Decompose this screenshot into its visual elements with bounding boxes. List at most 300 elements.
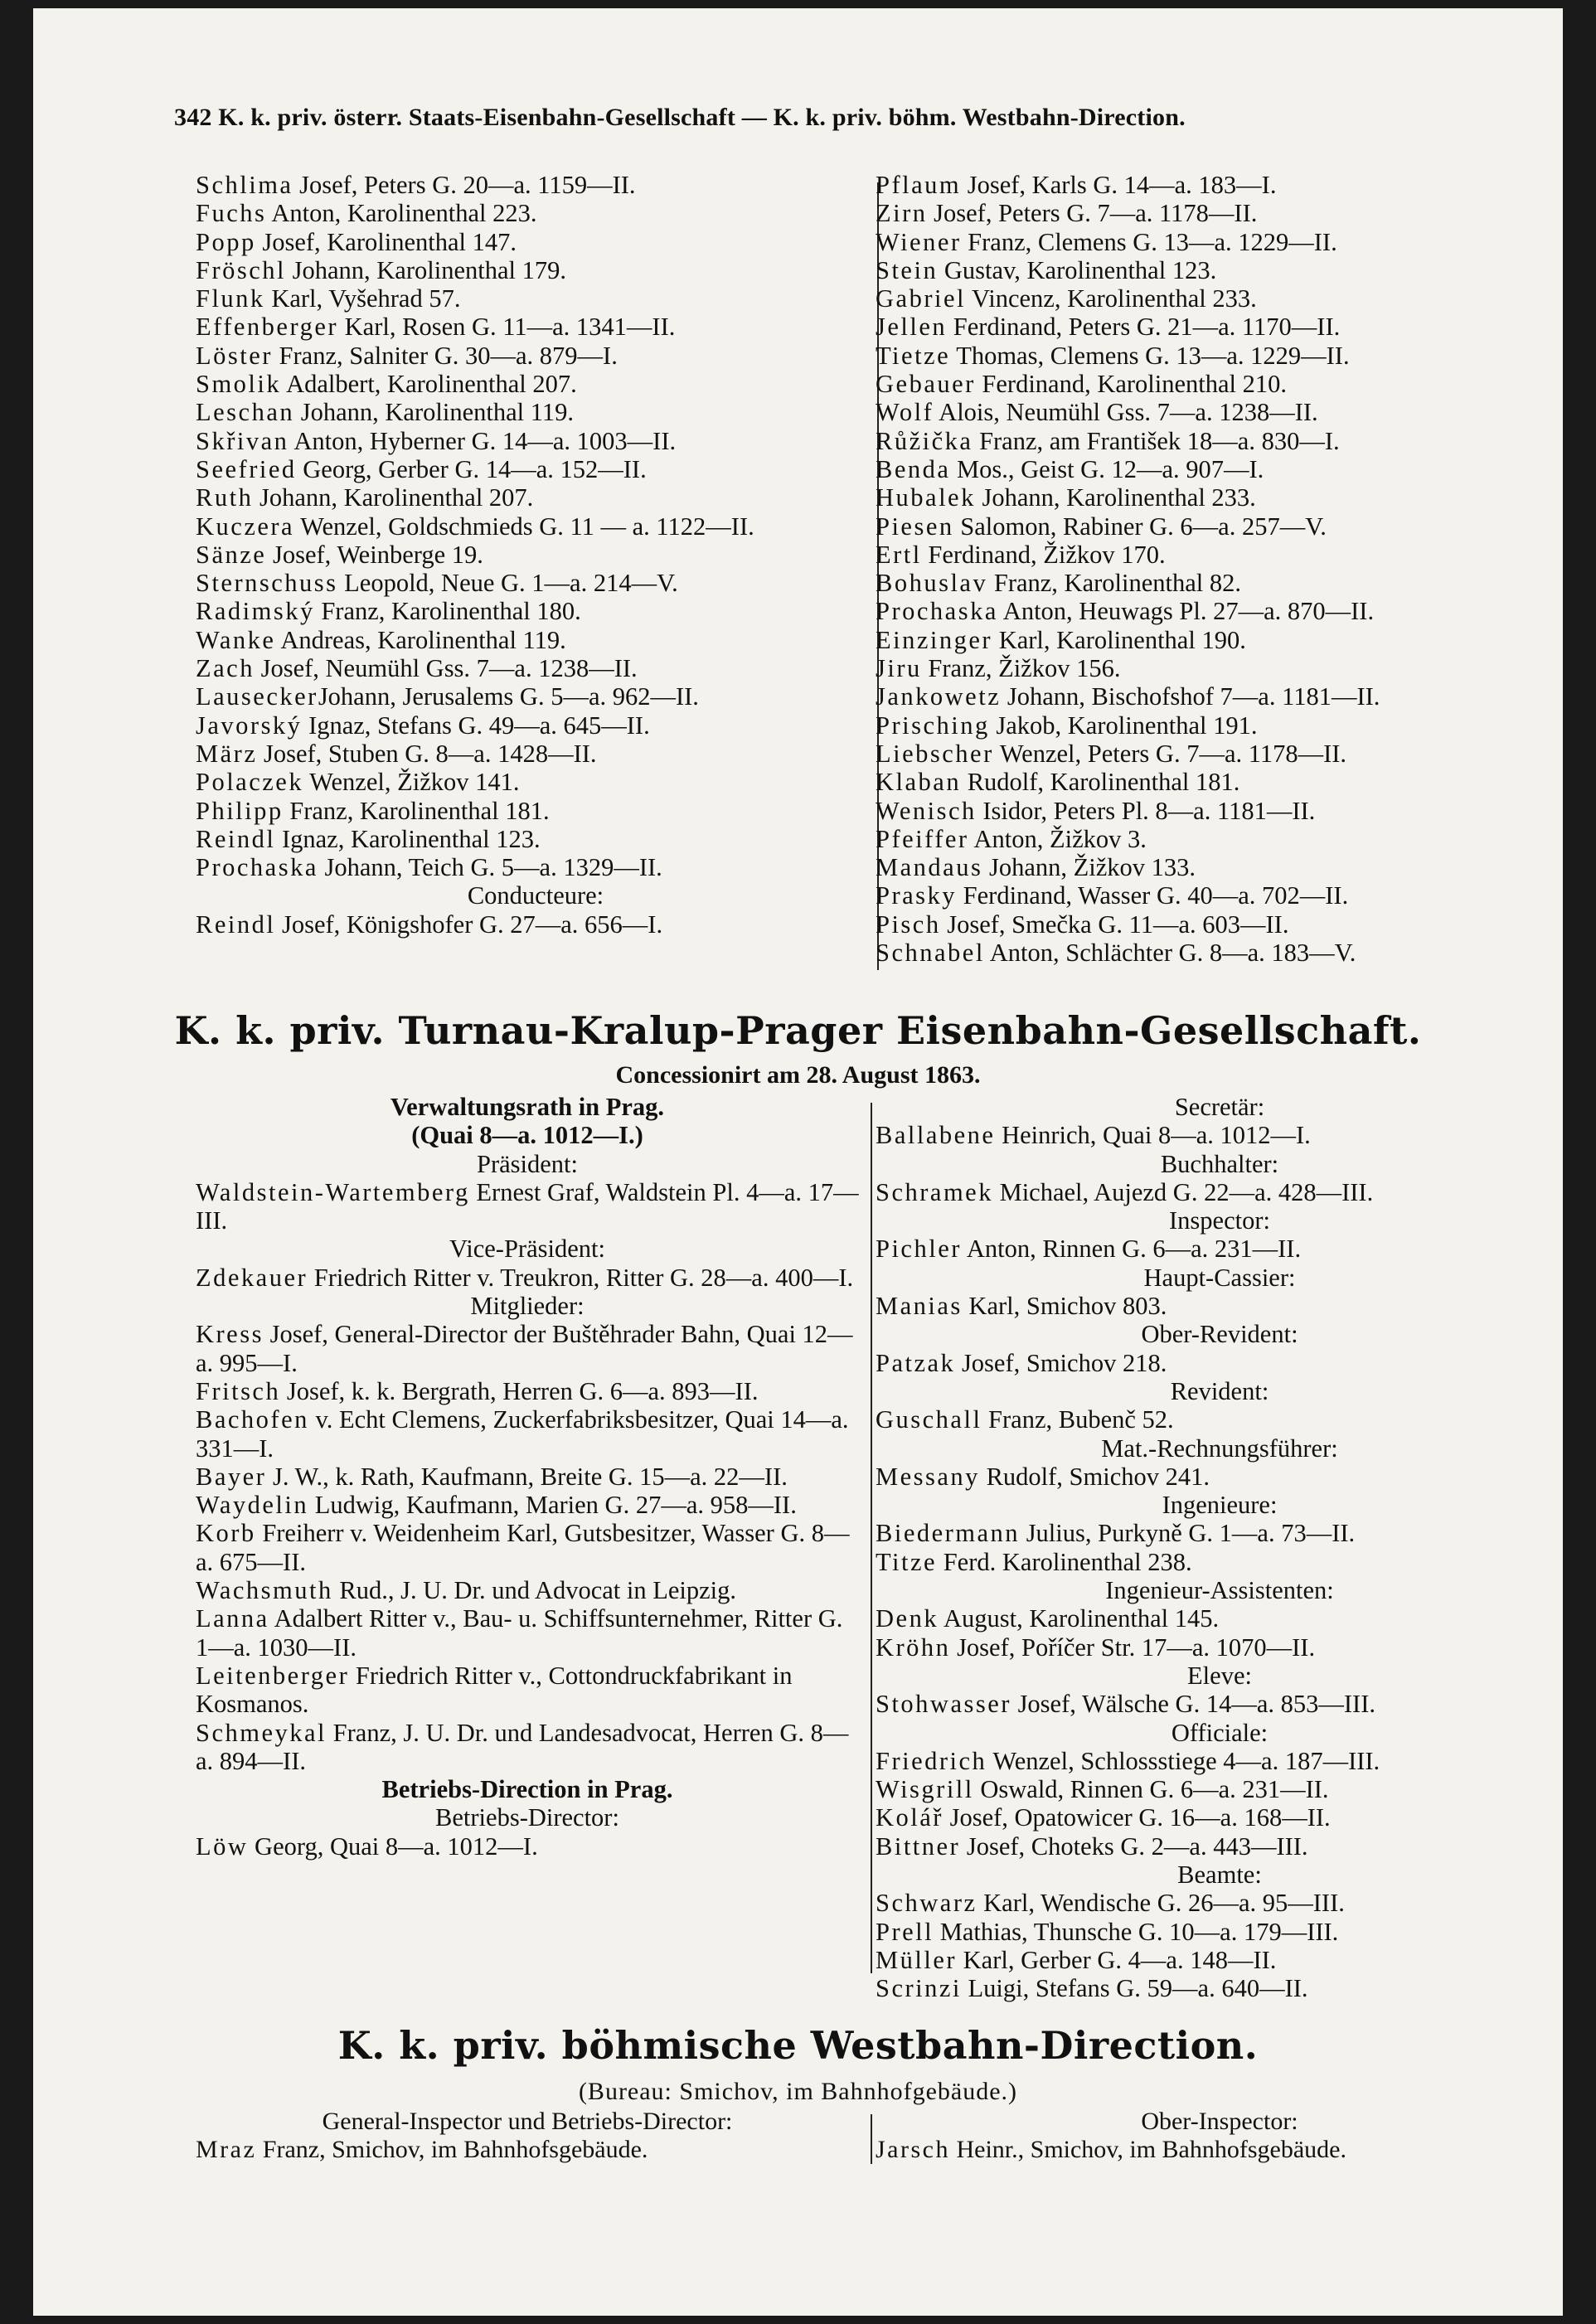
entry-details: Josef, Peters G. 7—a. 1178—II. xyxy=(927,199,1258,228)
entry-details: Mathias, Thunsche G. 10—a. 179—III. xyxy=(934,1917,1339,1946)
entry-details: Georg, Gerber G. 14—a. 152—II. xyxy=(296,454,647,483)
entry-name: Ruth xyxy=(196,483,254,512)
entry-details: Franz, Karolinenthal 180. xyxy=(314,597,581,626)
section-label: Ingenieure: xyxy=(1162,1491,1278,1520)
entry-details: Josef, Karls G. 14—a. 183—I. xyxy=(961,171,1277,199)
list-entry xyxy=(196,1178,859,1235)
page-header: 342 K. k. priv. österr. Staats-Eisenbahn-Gesellschaft — K. k. priv. böhm. Westbahn-Direction. xyxy=(174,104,1186,131)
entry-name: Lausecker xyxy=(196,682,318,711)
list-entry xyxy=(876,1604,1564,1633)
list-entry xyxy=(876,1519,1564,1547)
list-entry xyxy=(876,1747,1564,1775)
entry-details: Josef, Königshofer G. 27—a. 656—I. xyxy=(275,910,663,939)
document-page xyxy=(33,8,1563,2316)
list-entry xyxy=(196,455,876,483)
entry-details: Luigi, Stefans G. 59—a. 640—II. xyxy=(961,1974,1308,2003)
list-entry xyxy=(876,597,1564,625)
entry-name: Mraz xyxy=(196,2136,257,2163)
list-entry xyxy=(876,171,1564,199)
entry-details: Anton, Hyberner G. 14—a. 1003—II. xyxy=(289,426,677,455)
list-entry xyxy=(196,768,876,796)
list-entry xyxy=(876,1178,1564,1206)
list-entry xyxy=(876,1832,1564,1861)
entry-details: v. Echt Clemens, Zuckerfabriksbesitzer, Quai 14—a. 331—I. xyxy=(196,1405,849,1463)
section1-left-column xyxy=(196,171,876,939)
entry-details: Rudolf, Karolinenthal 181. xyxy=(961,768,1240,797)
section2-left-column xyxy=(196,1093,859,1861)
entry-details: Gustav, Karolinenthal 123. xyxy=(938,255,1217,284)
section-label: Ingenieur-Assistenten: xyxy=(1105,1576,1334,1605)
entry-details: Franz, Salniter G. 30—a. 879—I. xyxy=(272,341,618,370)
section-label: Buchhalter: xyxy=(1160,1149,1279,1178)
list-entry xyxy=(196,313,876,341)
entry-name: Wiener xyxy=(876,227,962,256)
entry-name: Wanke xyxy=(196,625,276,654)
entry-details: Georg, Quai 8—a. 1012—I. xyxy=(248,1832,538,1861)
list-entry xyxy=(196,1719,859,1776)
entry-name: Seefried xyxy=(196,454,297,483)
section-label: Beamte: xyxy=(1177,1861,1262,1890)
entry-details: Ernest Graf, Waldstein Pl. 4—a. 17—III. xyxy=(196,1177,859,1235)
list-entry xyxy=(876,1690,1564,1718)
entry-name: Zach xyxy=(196,654,255,683)
entry-name: Müller xyxy=(876,1945,958,1974)
list-entry xyxy=(196,654,876,682)
list-entry xyxy=(196,228,876,256)
entry-details: Heinr., Smichov, im Bahnhofsgebäude. xyxy=(949,2136,1346,2163)
entry-name: Prasky xyxy=(876,881,958,910)
list-entry xyxy=(196,910,876,939)
entry-details: Mos., Geist G. 12—a. 907—I. xyxy=(950,454,1264,483)
list-entry xyxy=(876,825,1564,853)
entry-details: Franz, J. U. Dr. und Landesadvocat, Herren G. 8—a. 894—II. xyxy=(196,1718,849,1775)
list-entry xyxy=(876,1405,1564,1434)
entry-details: Freiherr v. Weidenheim Karl, Gutsbesitzer, Wasser G. 8—a. 675—II. xyxy=(196,1519,850,1576)
entry-details: Karl, Smichov 803. xyxy=(962,1292,1167,1321)
list-entry xyxy=(876,1946,1564,1974)
list-entry xyxy=(196,427,876,455)
entry-name: Fröschl xyxy=(196,255,286,284)
entry-details: Franz, am František 18—a. 830—I. xyxy=(973,426,1340,455)
entry-details: Franz, Smichov, im Bahnhofsgebäude. xyxy=(256,2136,648,2163)
entry-name: Ballabene xyxy=(876,1121,996,1150)
entry-details: Josef, Stuben G. 8—a. 1428—II. xyxy=(257,739,597,768)
entry-details: Josef, Opatowicer G. 16—a. 168—II. xyxy=(943,1803,1331,1832)
list-entry xyxy=(196,284,876,313)
entry-details: Josef, Poříčer Str. 17—a. 1070—II. xyxy=(950,1633,1316,1662)
entry-name: Prisching xyxy=(876,711,990,740)
entry-details: Friedrich Ritter v., Cottondruckfabrikant in Kosmanos. xyxy=(196,1661,793,1719)
list-entry xyxy=(196,740,876,768)
list-entry xyxy=(196,853,876,881)
entry-details: Josef, k. k. Bergrath, Herren G. 6—a. 893—II. xyxy=(280,1376,759,1405)
list-entry xyxy=(876,740,1564,768)
entry-name: Friedrich xyxy=(876,1746,987,1775)
list-entry xyxy=(196,483,876,512)
entry-details: Johann, Bischofshof 7—a. 1181—II. xyxy=(1001,682,1380,711)
entry-details: Leopold, Neue G. 1—a. 214—V. xyxy=(337,569,678,598)
section-label: Betriebs-Director: xyxy=(435,1803,619,1832)
entry-name: Einzinger xyxy=(876,625,993,654)
entry-name: Pflaum xyxy=(876,171,962,199)
list-entry xyxy=(196,1377,859,1405)
entry-name: Jankowetz xyxy=(876,682,1002,711)
entry-name: Wolf xyxy=(876,398,934,427)
entry-name: Denk xyxy=(876,1604,939,1633)
entry-name: Polaczek xyxy=(196,768,304,797)
list-entry xyxy=(876,1121,1564,1149)
entry-details: Jakob, Karolinenthal 191. xyxy=(989,711,1258,740)
entry-details: Wenzel, Schlossstiege 4—a. 187—III. xyxy=(987,1746,1380,1775)
list-entry xyxy=(196,1604,859,1662)
entry-name: Radimský xyxy=(196,597,315,626)
entry-details: Franz, Clemens G. 13—a. 1229—II. xyxy=(961,227,1337,256)
entry-details: Ferd. Karolinenthal 238. xyxy=(937,1547,1192,1576)
list-entry xyxy=(876,910,1564,939)
list-entry xyxy=(876,199,1564,227)
entry-details: Isidor, Peters Pl. 8—a. 1181—II. xyxy=(976,796,1316,825)
entry-details: Ferdinand, Peters G. 21—a. 1170—II. xyxy=(947,313,1341,342)
list-entry xyxy=(196,1576,859,1604)
column-divider xyxy=(871,2114,872,2164)
list-entry xyxy=(876,1235,1564,1263)
list-entry xyxy=(196,1491,859,1519)
list-entry xyxy=(196,626,876,654)
entry-name: Piesen xyxy=(876,512,954,541)
list-entry xyxy=(196,1519,859,1576)
entry-name: Pfeiffer xyxy=(876,824,969,853)
entry-details: Franz, Karolinenthal 82. xyxy=(987,569,1241,598)
entry-details: Johann, Karolinenthal 207. xyxy=(253,483,534,512)
list-entry xyxy=(196,512,876,541)
list-entry xyxy=(876,1548,1564,1576)
entry-details: Johann, Teich G. 5—a. 1329—II. xyxy=(318,853,662,882)
section3-right-label: Ober-Inspector: xyxy=(1141,2108,1298,2135)
section-label: (Quai 8—a. 1012—I.) xyxy=(411,1121,643,1150)
list-entry xyxy=(876,427,1564,455)
list-entry xyxy=(876,711,1564,740)
section-label: Betriebs-Direction in Prag. xyxy=(381,1775,673,1804)
entry-details: Adalbert, Karolinenthal 207. xyxy=(281,370,577,399)
section-label: Ober-Revident: xyxy=(1141,1320,1298,1349)
entry-name: Waydelin xyxy=(196,1491,309,1520)
list-entry xyxy=(876,313,1564,341)
list-entry xyxy=(876,1775,1564,1803)
entry-details: Alois, Neumühl Gss. 7—a. 1238—II. xyxy=(934,398,1318,427)
entry-name: Jellen xyxy=(876,313,948,342)
entry-name: Skřivan xyxy=(196,426,289,455)
section-label: Präsident: xyxy=(477,1149,578,1178)
list-entry xyxy=(876,483,1564,512)
entry-details: Josef, Peters G. 20—a. 1159—II. xyxy=(293,171,636,199)
entry-details: Anton, Žižkov 3. xyxy=(968,824,1147,853)
entry-name: Prochaska xyxy=(196,853,318,882)
entry-name: Gabriel xyxy=(876,284,966,313)
list-entry xyxy=(876,541,1564,569)
list-entry xyxy=(876,455,1564,483)
entry-details: Adalbert Ritter v., Bau- u. Schiffsunternehmer, Ritter G. 1—a. 1030—II. xyxy=(196,1604,843,1662)
list-entry xyxy=(196,1320,859,1377)
list-entry xyxy=(876,881,1564,910)
entry-name: Hubalek xyxy=(876,483,976,512)
entry-details: Ferdinand, Wasser G. 40—a. 702—II. xyxy=(957,881,1349,910)
entry-details: Wenzel, Goldschmieds G. 11 — a. 1122—II. xyxy=(294,512,754,541)
entry-name: Messany xyxy=(876,1462,980,1491)
entry-details: Wenzel, Žižkov 141. xyxy=(303,768,520,797)
entry-name: Růžička xyxy=(876,426,973,455)
entry-name: Guschall xyxy=(876,1405,982,1434)
entry-details: Karl, Vyšehrad 57. xyxy=(264,284,461,313)
entry-details: Friedrich Ritter v. Treukron, Ritter G. 28—a. 400—I. xyxy=(308,1263,854,1292)
entry-details: Anton, Schlächter G. 8—a. 183—V. xyxy=(984,939,1356,968)
entry-name: Schramek xyxy=(876,1177,993,1206)
section-label: Officiale: xyxy=(1171,1718,1269,1747)
entry-name: Smolik xyxy=(196,370,282,399)
entry-details: Johann, Žižkov 133. xyxy=(982,853,1196,882)
entry-name: Bachofen xyxy=(196,1405,309,1434)
entry-details: Josef, Karolinenthal 147. xyxy=(255,227,517,256)
section-label: Revident: xyxy=(1170,1376,1269,1405)
entry-name: Schlima xyxy=(196,171,293,199)
entry-name: Patzak xyxy=(876,1348,956,1377)
entry-details: Johann, Karolinenthal 233. xyxy=(975,483,1256,512)
entry-name: Jiru xyxy=(876,654,922,683)
entry-details: Michael, Aujezd G. 22—a. 428—III. xyxy=(992,1177,1374,1206)
list-entry xyxy=(876,853,1564,881)
section2-title: K. k. priv. Turnau-Kralup-Prager Eisenbahn-Gesellschaft. xyxy=(174,1008,1422,1053)
list-entry xyxy=(876,1974,1564,2002)
list-entry xyxy=(876,939,1564,967)
list-entry xyxy=(196,797,876,825)
entry-details: Franz, Karolinenthal 181. xyxy=(283,796,550,825)
entry-details: Ferdinand, Žižkov 170. xyxy=(921,540,1166,569)
list-entry xyxy=(196,597,876,625)
list-entry xyxy=(196,682,876,711)
entry-name: Prell xyxy=(876,1917,934,1946)
entry-details: Josef, General-Director der Buštěhrader Bahn, Quai 12—a. 995—I. xyxy=(196,1320,853,1377)
entry-name: Wachsmuth xyxy=(196,1576,333,1605)
section3-left-label: General-Inspector und Betriebs-Director: xyxy=(322,2108,733,2135)
list-entry xyxy=(876,1463,1564,1491)
section3-right-entry xyxy=(876,2136,1564,2164)
entry-name: Leschan xyxy=(196,398,295,427)
list-entry xyxy=(196,256,876,284)
entry-details: Anton, Rinnen G. 6—a. 231—II. xyxy=(961,1235,1302,1264)
section3-title: K. k. priv. böhmische Westbahn-Direction. xyxy=(337,2023,1259,2068)
entry-name: Liebscher xyxy=(876,739,994,768)
section2-subtitle: Concessionirt am 28. August 1863. xyxy=(615,1061,981,1089)
entry-details: Johann, Karolinenthal 179. xyxy=(286,255,566,284)
list-entry xyxy=(876,1349,1564,1377)
entry-name: Gebauer xyxy=(876,370,976,399)
list-entry xyxy=(876,1918,1564,1946)
entry-details: Salomon, Rabiner G. 6—a. 257—V. xyxy=(953,512,1327,541)
entry-details: Julius, Purkyně G. 1—a. 73—II. xyxy=(1020,1519,1356,1548)
list-entry xyxy=(876,654,1564,682)
entry-name: Kuczera xyxy=(196,512,295,541)
entry-name: Kröhn xyxy=(876,1633,951,1662)
entry-name: Mandaus xyxy=(876,853,983,882)
list-entry xyxy=(876,1292,1564,1320)
entry-name: Reindl xyxy=(196,910,276,939)
entry-name: Schwarz xyxy=(876,1889,977,1918)
entry-details: Franz, Žižkov 156. xyxy=(921,654,1121,683)
list-entry xyxy=(196,370,876,398)
entry-details: Karl, Rosen G. 11—a. 1341—II. xyxy=(338,313,676,342)
entry-name: Kolář xyxy=(876,1803,944,1832)
entry-name: Ertl xyxy=(876,540,922,569)
entry-details: Franz, Bubenč 52. xyxy=(982,1405,1174,1434)
list-entry xyxy=(876,342,1564,370)
list-entry xyxy=(196,711,876,740)
entry-details: Karl, Gerber G. 4—a. 148—II. xyxy=(957,1945,1277,1974)
entry-details: Wenzel, Peters G. 7—a. 1178—II. xyxy=(993,739,1347,768)
section-label: Verwaltungsrath in Prag. xyxy=(390,1093,665,1121)
entry-details: Vincenz, Karolinenthal 233. xyxy=(965,284,1257,313)
entry-name: Philipp xyxy=(196,796,284,825)
entry-name: Bayer xyxy=(196,1462,267,1491)
list-entry xyxy=(876,1803,1564,1832)
entry-details: Andreas, Karolinenthal 119. xyxy=(275,625,566,654)
list-entry xyxy=(196,1405,859,1463)
entry-details: Karl, Wendische G. 26—a. 95—III. xyxy=(977,1889,1345,1918)
section-label: Secretär: xyxy=(1174,1093,1265,1121)
entry-name: Bittner xyxy=(876,1832,961,1861)
entry-name: Sternschuss xyxy=(196,569,338,598)
entry-name: Löw xyxy=(196,1832,249,1861)
entry-details: Johann, Karolinenthal 119. xyxy=(294,398,574,427)
list-entry xyxy=(196,171,876,199)
entry-details: Anton, Karolinenthal 223. xyxy=(266,199,537,228)
entry-name: Pichler xyxy=(876,1235,962,1264)
list-entry xyxy=(876,626,1564,654)
entry-name: Leitenberger xyxy=(196,1661,350,1690)
entry-name: Schmeykal xyxy=(196,1718,327,1747)
entry-name: Löster xyxy=(196,341,273,370)
list-entry xyxy=(196,1832,859,1861)
entry-name: Zdekauer xyxy=(196,1263,308,1292)
list-entry xyxy=(876,1889,1564,1917)
list-entry xyxy=(196,569,876,597)
list-entry xyxy=(876,256,1564,284)
list-entry xyxy=(196,825,876,853)
entry-name: Pisch xyxy=(876,910,941,939)
entry-details: Anton, Heuwags Pl. 27—a. 870—II. xyxy=(997,597,1375,626)
section-label: Conducteure: xyxy=(467,881,604,910)
entry-name: Waldstein-Wartemberg xyxy=(196,1177,470,1206)
entry-name: Manias xyxy=(876,1292,963,1321)
list-entry xyxy=(876,682,1564,711)
list-entry xyxy=(196,1264,859,1292)
entry-details: Josef, Weinberge 19. xyxy=(266,540,483,569)
section-label: Mitglieder: xyxy=(470,1292,585,1321)
section-label: Vice-Präsident: xyxy=(449,1235,605,1264)
entry-details: Ferdinand, Karolinenthal 210. xyxy=(975,370,1288,399)
entry-name: Popp xyxy=(196,227,256,256)
entry-name: Klaban xyxy=(876,768,962,797)
section3-left-entry xyxy=(196,2136,876,2164)
entry-details: Thomas, Clemens G. 13—a. 1229—II. xyxy=(950,341,1350,370)
entry-name: Flunk xyxy=(196,284,265,313)
entry-name: Benda xyxy=(876,454,951,483)
list-entry xyxy=(196,342,876,370)
entry-details: Johann, Jerusalems G. 5—a. 962—II. xyxy=(318,682,699,711)
entry-details: Oswald, Rinnen G. 6—a. 231—II. xyxy=(973,1775,1329,1804)
entry-name: Bohuslav xyxy=(876,569,988,598)
entry-name: Titze xyxy=(876,1547,938,1576)
list-entry xyxy=(196,541,876,569)
entry-details: Josef, Neumühl Gss. 7—a. 1238—II. xyxy=(254,654,638,683)
list-entry xyxy=(196,1463,859,1491)
entry-details: Karl, Karolinenthal 190. xyxy=(992,625,1246,654)
entry-name: Stohwasser xyxy=(876,1690,1011,1719)
section1-right-column xyxy=(876,171,1564,967)
column-divider xyxy=(871,1103,872,1973)
entry-name: Reindl xyxy=(196,824,276,853)
entry-name: Fritsch xyxy=(196,1376,281,1405)
list-entry xyxy=(196,199,876,227)
entry-details: August, Karolinenthal 145. xyxy=(939,1604,1220,1633)
entry-name: Effenberger xyxy=(196,313,339,342)
entry-details: Josef, Wälsche G. 14—a. 853—III. xyxy=(1011,1690,1375,1719)
entry-name: Sänze xyxy=(196,540,267,569)
entry-name: Stein xyxy=(876,255,939,284)
entry-name: Schnabel xyxy=(876,939,985,968)
section3-subtitle: (Bureau: Smichov, im Bahnhofgebäude.) xyxy=(578,2078,1018,2105)
list-entry xyxy=(876,228,1564,256)
section-label: Haupt-Cassier: xyxy=(1143,1263,1296,1292)
section2-right-column xyxy=(876,1093,1564,2003)
entry-details: Ignaz, Stefans G. 49—a. 645—II. xyxy=(302,711,650,740)
entry-details: Josef, Choteks G. 2—a. 443—III. xyxy=(960,1832,1308,1861)
list-entry xyxy=(876,398,1564,426)
entry-details: Ludwig, Kaufmann, Marien G. 27—a. 958—II. xyxy=(308,1491,797,1520)
list-entry xyxy=(876,284,1564,313)
list-entry xyxy=(196,398,876,426)
list-entry xyxy=(876,370,1564,398)
entry-name: Wenisch xyxy=(876,796,977,825)
entry-details: Josef, Smichov 218. xyxy=(955,1348,1167,1377)
entry-details: Ignaz, Karolinenthal 123. xyxy=(275,824,541,853)
entry-name: Kress xyxy=(196,1320,264,1349)
entry-details: Rud., J. U. Dr. und Advocat in Leipzig. xyxy=(332,1576,737,1605)
entry-details: Josef, Smečka G. 11—a. 603—II. xyxy=(940,910,1289,939)
entry-name: Wisgrill xyxy=(876,1775,974,1804)
section-label: Eleve: xyxy=(1187,1661,1252,1690)
entry-details: Rudolf, Smichov 241. xyxy=(979,1462,1210,1491)
list-entry xyxy=(876,797,1564,825)
entry-name: Fuchs xyxy=(196,199,267,228)
entry-name: Tietze xyxy=(876,341,951,370)
entry-name: Biedermann xyxy=(876,1519,1021,1548)
entry-name: Prochaska xyxy=(876,597,998,626)
entry-details: Heinrich, Quai 8—a. 1012—I. xyxy=(995,1121,1311,1150)
entry-name: Zirn xyxy=(876,199,928,228)
entry-name: Lanna xyxy=(196,1604,269,1633)
entry-name: Korb xyxy=(196,1519,256,1548)
list-entry xyxy=(876,1633,1564,1662)
list-entry xyxy=(876,512,1564,541)
entry-details: J. W., k. Rath, Kaufmann, Breite G. 15—a. 22—II. xyxy=(266,1462,788,1491)
entry-name: Jarsch xyxy=(876,2136,950,2163)
entry-name: Scrinzi xyxy=(876,1974,962,2003)
list-entry xyxy=(196,1662,859,1719)
section-label: Inspector: xyxy=(1169,1206,1270,1235)
list-entry xyxy=(876,569,1564,597)
entry-name: Javorský xyxy=(196,711,303,740)
entry-name: März xyxy=(196,739,258,768)
list-entry xyxy=(876,768,1564,796)
